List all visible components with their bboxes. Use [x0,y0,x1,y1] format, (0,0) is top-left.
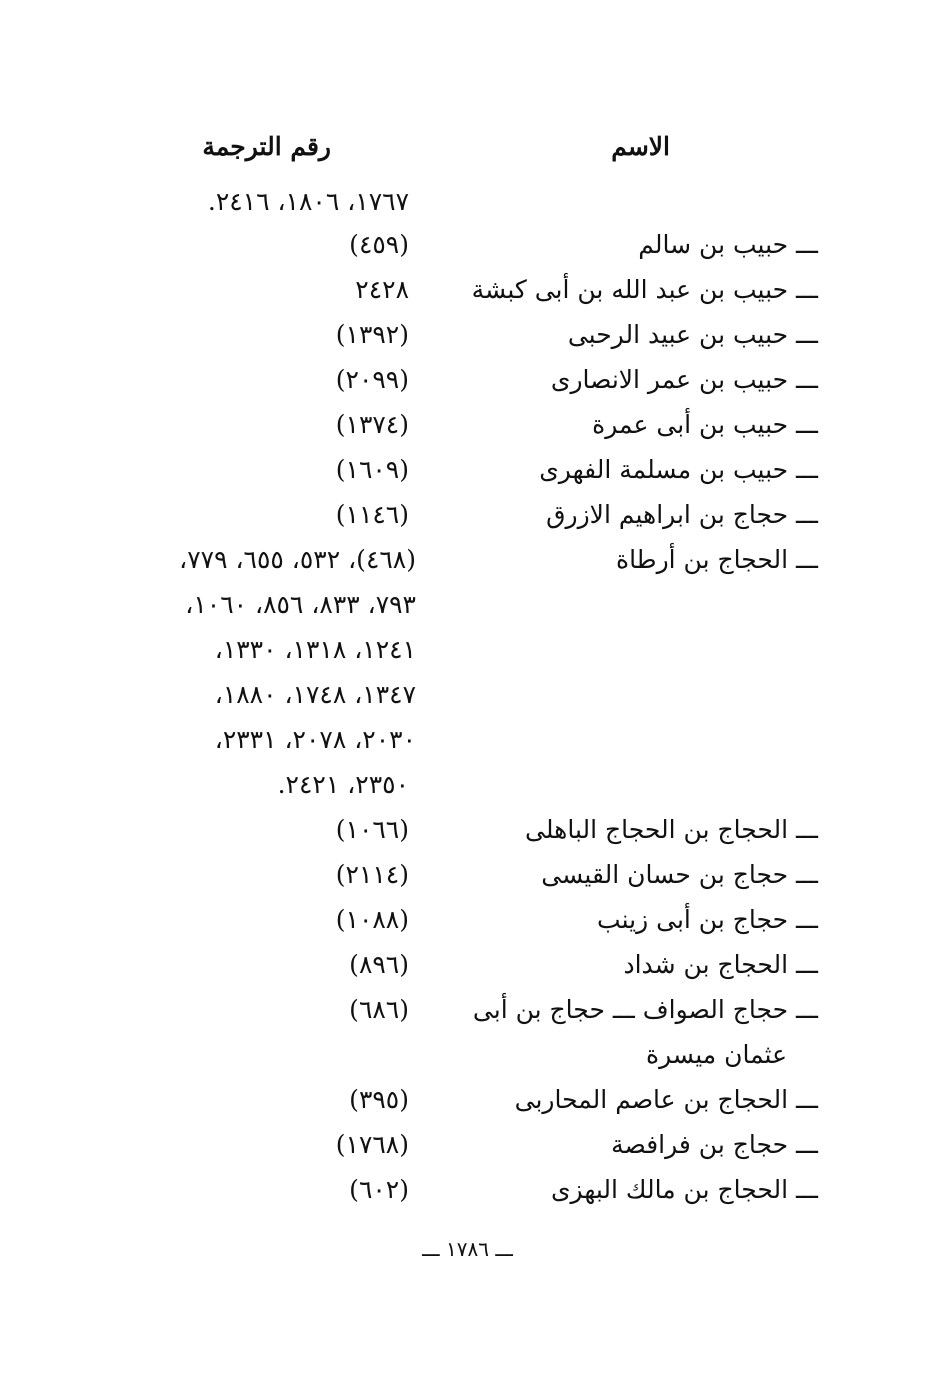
entry-number: (١١٤٦) [335,500,409,529]
number-column-header: رقم الترجمة [202,132,331,161]
entry-name: ـــ حبيب بن مسلمة الفهرى [539,455,818,484]
continuation-numbers: ٧٩٣، ٨٣٣، ٨٥٦، ١٠٦٠، [185,590,416,619]
continuation-numbers: ٢٣٥٠، ٢٤٢١. [277,770,409,799]
entry-number: (٤٦٨)، ٥٣٢، ٦٥٥، ٧٧٩، [179,545,416,574]
entry-name: ـــ حجاج بن حسان القيسى [541,860,818,889]
page-number: ـــ ١٧٨٦ ـــ [422,1237,513,1261]
entry-name-continuation: عثمان ميسرة [646,1040,787,1069]
continuation-numbers: ١٢٤١، ١٣١٨، ١٣٣٠، [214,635,416,664]
entry-number: (١٣٧٤) [335,410,409,439]
entry-name: ـــ الحجاج بن مالك البهزى [550,1175,818,1204]
entry-number: (١٧٦٨) [335,1130,409,1159]
entry-name: ـــ حبيب بن عمر الانصارى [550,365,818,394]
entry-number: (١٣٩٢) [335,320,409,349]
entry-number: (١٦٠٩) [335,455,409,484]
entry-number: (١٠٨٨) [335,905,409,934]
entry-name: ـــ حجاج الصواف ـــ حجاج بن أبى [472,995,818,1024]
entry-name: ـــ حجاج بن فرافصة [611,1130,818,1159]
entry-name: ـــ حجاج بن ابراهيم الازرق [546,500,818,529]
entry-number: ٢٤٢٨ [355,275,409,304]
entry-name: ـــ الحجاج بن شداد [623,950,818,979]
entry-name: ـــ الحجاج بن عاصم المحاربى [514,1085,818,1114]
entry-number: (٨٩٦) [349,950,409,979]
entry-name: ـــ حبيب بن عبيد الرحبى [567,320,818,349]
continuation-numbers: ١٣٤٧، ١٧٤٨، ١٨٨٠، [214,680,416,709]
entry-name: ـــ حجاج بن أبى زينب [597,905,818,934]
entry-number: (٢٠٩٩) [335,365,409,394]
entry-number: (٣٩٥) [349,1085,409,1114]
entry-name: ـــ الحجاج بن أرطاة [615,545,818,574]
name-column-header: الاسم [611,132,670,161]
entry-number: (١٠٦٦) [335,815,409,844]
top-continuation-numbers: ١٧٦٧، ١٨٠٦، ٢٤١٦. [207,187,409,216]
entry-number: (٦٠٢) [349,1175,409,1204]
entry-name: ـــ حبيب بن عبد الله بن أبى كبشة [471,275,818,304]
entry-name: ـــ الحجاج بن الحجاج الباهلى [525,815,818,844]
entry-number: (٤٥٩) [349,230,409,259]
entry-name: ـــ حبيب بن سالم [638,230,818,259]
entry-number: (٢١١٤) [335,860,409,889]
entry-number: (٦٨٦) [349,995,409,1024]
entry-name: ـــ حبيب بن أبى عمرة [592,410,818,439]
continuation-numbers: ٢٠٣٠، ٢٠٧٨، ٢٣٣١، [214,725,416,754]
